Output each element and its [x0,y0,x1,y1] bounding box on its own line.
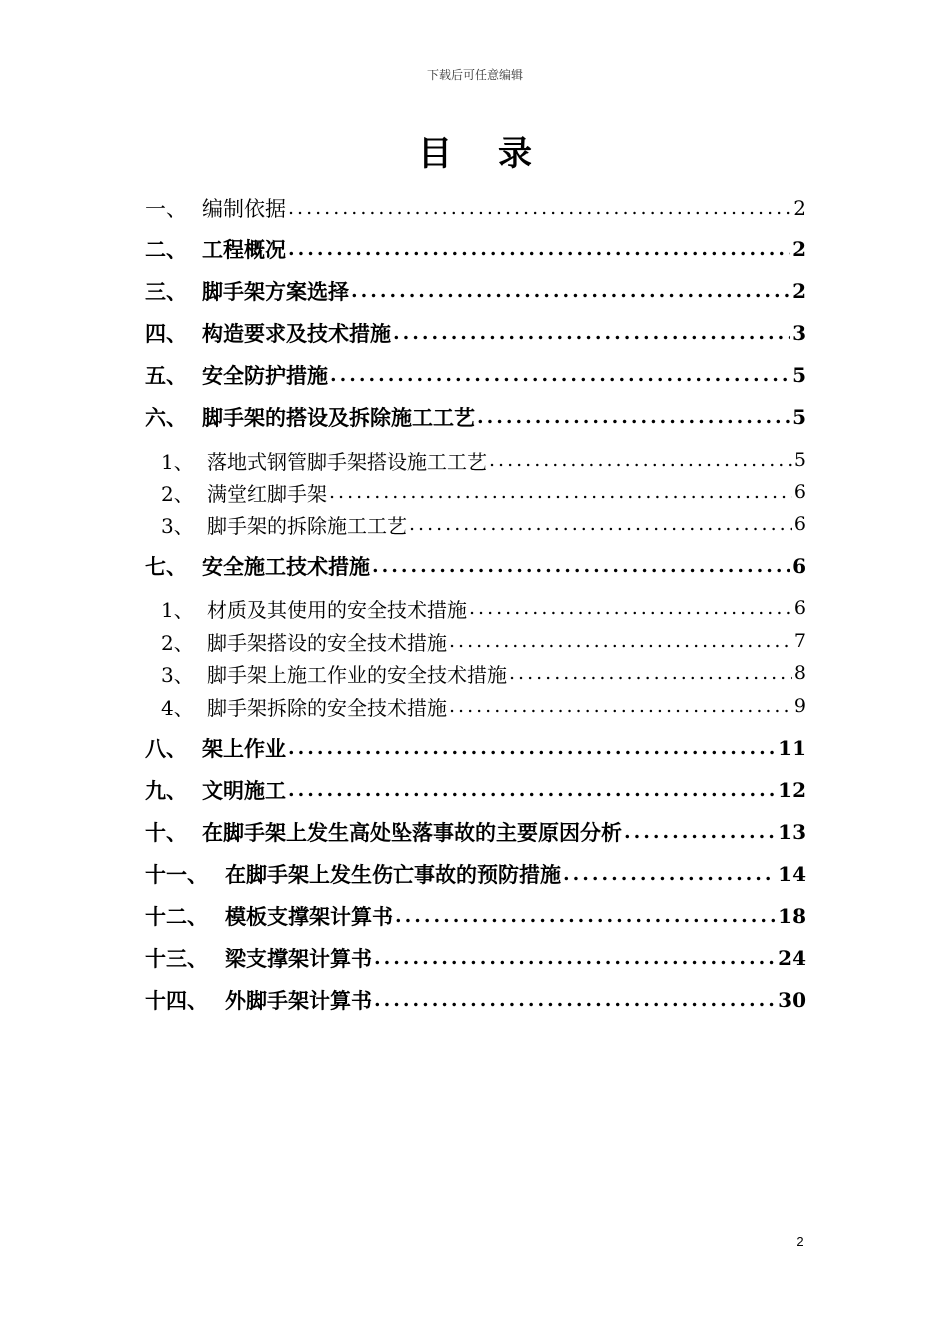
toc-entry-label: 脚手架方案选择 [202,280,349,304]
toc-entry-number: 2、 [161,481,194,506]
toc-entry[interactable] [145,899,806,933]
toc-entry[interactable] [145,591,806,625]
toc-leader-dots [374,989,776,1011]
toc-entry[interactable] [145,358,806,392]
toc-leader-dots [288,238,790,260]
toc-entry-page: 14 [778,862,806,886]
toc-leader-dots [288,737,776,759]
toc-entry-page: 2 [793,196,806,220]
toc-leader-dots [372,555,790,577]
toc-entry-page: 9 [793,695,806,717]
toc-entry-label: 脚手架上施工作业的安全技术措施 [207,662,507,687]
toc-entry-page: 11 [778,736,806,760]
toc-entry-label: 梁支撑架计算书 [225,947,372,971]
toc-leader-dots [624,821,776,843]
toc-entry-label: 文明施工 [202,779,286,803]
toc-entry-page: 30 [778,988,806,1012]
toc-entry-page: 13 [778,820,806,844]
toc-entry-number: 十二、 [145,905,208,929]
toc-entry-label: 脚手架的搭设及拆除施工工艺 [202,406,475,430]
toc-entry-number: 一、 [145,197,187,221]
toc-entry[interactable] [145,941,806,975]
toc-entry-page: 12 [778,778,806,802]
toc-entry[interactable] [145,443,806,477]
toc-entry-label: 满堂红脚手架 [207,481,327,506]
toc-entry[interactable] [145,400,806,434]
toc-leader-dots [509,662,792,684]
toc-entry-page: 6 [793,481,806,503]
toc-leader-dots [329,481,792,503]
page-title: 目录 [418,134,578,174]
toc-leader-dots [395,905,776,927]
toc-entry-number: 十三、 [145,947,208,971]
toc-entry-label: 工程概况 [202,238,286,262]
toc-entry[interactable] [145,983,806,1017]
toc-entry[interactable] [145,191,806,225]
toc-entry[interactable] [145,316,806,350]
toc-leader-dots [374,947,776,969]
toc-leader-dots [393,322,790,344]
toc-entry-label: 构造要求及技术措施 [202,322,391,346]
toc-entry-label: 脚手架拆除的安全技术措施 [207,695,447,720]
toc-entry-number: 2、 [161,630,194,655]
toc-entry-label: 安全防护措施 [202,364,328,388]
toc-entry-label: 落地式钢管脚手架搭设施工工艺 [207,449,487,474]
toc-leader-dots [489,449,792,471]
toc-entry-number: 八、 [145,737,187,761]
toc-entry-number: 三、 [145,280,187,304]
toc-entry-number: 九、 [145,779,187,803]
toc-entry-page: 6 [792,554,806,578]
toc-leader-dots [288,197,791,219]
toc-entry-label: 在脚手架上发生伤亡事故的预防措施 [225,863,561,887]
toc-entry-page: 5 [792,405,806,429]
toc-entry[interactable] [145,857,806,891]
toc-entry[interactable] [145,232,806,266]
toc-entry-label: 材质及其使用的安全技术措施 [207,597,467,622]
toc-entry-number: 六、 [145,406,187,430]
toc-entry-page: 8 [793,662,806,684]
toc-leader-dots [288,779,776,801]
toc-entry[interactable] [145,731,806,765]
toc-entry[interactable] [145,624,806,658]
toc-entry-label: 编制依据 [202,197,286,221]
toc-entry-label: 脚手架的拆除施工工艺 [207,513,407,538]
toc-entry-number: 3、 [161,513,194,538]
toc-entry-number: 七、 [145,555,187,579]
toc-entry-number: 十四、 [145,989,208,1013]
toc-leader-dots [330,364,790,386]
toc-entry-number: 1、 [161,597,194,622]
toc-entry-page: 24 [778,946,806,970]
toc-entry-page: 3 [792,321,806,345]
toc-leader-dots [469,597,792,619]
toc-leader-dots [409,513,792,535]
toc-entry-number: 五、 [145,364,187,388]
toc-entry[interactable] [145,507,806,541]
toc-entry-number: 二、 [145,238,187,262]
toc-entry[interactable] [145,475,806,509]
toc-entry-page: 6 [793,513,806,535]
toc-entry-page: 6 [793,597,806,619]
toc-leader-dots [351,280,790,302]
toc-entry[interactable] [145,773,806,807]
header-note: 下载后可任意编辑 [426,68,523,82]
toc-entry[interactable] [145,815,806,849]
toc-leader-dots [449,695,792,717]
toc-leader-dots [449,630,792,652]
toc-entry-number: 四、 [145,322,187,346]
toc-entry-label: 外脚手架计算书 [225,989,372,1013]
toc-entry-page: 2 [792,237,806,261]
toc-entry-page: 2 [792,279,806,303]
toc-entry-number: 1、 [161,449,194,474]
page-number: 2 [796,1234,804,1249]
toc-entry-label: 脚手架搭设的安全技术措施 [207,630,447,655]
toc-entry-number: 十、 [145,821,187,845]
toc-entry[interactable] [145,656,806,690]
toc-entry-page: 18 [778,904,806,928]
toc-entry-page: 5 [792,363,806,387]
toc-entry[interactable] [145,274,806,308]
toc-entry[interactable] [145,689,806,723]
toc-entry-label: 架上作业 [202,737,286,761]
toc-leader-dots [477,406,790,428]
toc-entry[interactable] [145,549,806,583]
toc-entry-label: 在脚手架上发生高处坠落事故的主要原因分析 [202,821,622,845]
toc-entry-label: 模板支撑架计算书 [225,905,393,929]
toc-entry-page: 7 [793,630,806,652]
toc-entry-number: 4、 [161,695,194,720]
toc-entry-number: 3、 [161,662,194,687]
toc-entry-number: 十一、 [145,863,208,887]
toc-entry-page: 5 [793,449,806,471]
toc-leader-dots [563,863,776,885]
toc-entry-label: 安全施工技术措施 [202,555,370,579]
